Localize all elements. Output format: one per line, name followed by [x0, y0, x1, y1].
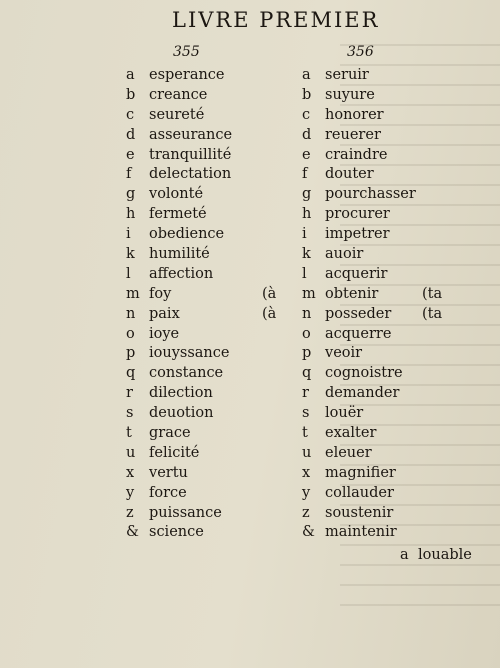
right-entry-word: procurer: [325, 206, 390, 223]
right-entry-letter: a: [302, 67, 311, 83]
left-entry-row: [126, 126, 232, 146]
right-entry-row: [302, 464, 416, 484]
right-entry-row: [302, 305, 443, 325]
right-entry-word: suyure: [325, 86, 375, 103]
page-number-left: 355: [173, 44, 200, 60]
right-entry-row: [302, 205, 416, 225]
right-entry-letter: p: [302, 345, 312, 362]
left-entry-row: [126, 523, 232, 543]
left-entry-row: [126, 484, 232, 504]
left-entry-suffix: (à: [262, 305, 277, 322]
right-entry-word: obtenir: [325, 285, 379, 302]
right-entry-letter: o: [302, 325, 311, 342]
left-entry-letter: &: [126, 524, 139, 541]
right-entry-word: veoir: [325, 345, 363, 362]
left-entry-letter: k: [126, 246, 135, 263]
right-entry-letter: x: [302, 464, 311, 481]
left-entry-row: [126, 225, 232, 245]
right-entry-row: [302, 444, 416, 464]
right-entry-letter: n: [302, 305, 312, 322]
right-entry-suffix: (ta: [422, 305, 443, 322]
catchword-letter: a: [400, 547, 409, 563]
right-entry-row: [302, 86, 416, 106]
left-entry-letter: a: [126, 67, 135, 83]
page-number-right: 356: [347, 44, 374, 60]
right-entry-word: soustenir: [325, 504, 394, 521]
left-entry-row: [126, 404, 232, 424]
left-entry-letter: p: [126, 345, 136, 362]
right-entry-word: acquerre: [325, 325, 392, 342]
left-entry-row: [126, 305, 277, 325]
left-entry-row: [126, 265, 232, 285]
right-entry-row: [302, 165, 416, 185]
left-entry-word: felicité: [149, 444, 200, 461]
right-entry-word: seruir: [325, 67, 369, 83]
right-entry-word: pourchasser: [325, 186, 416, 203]
right-entry-letter: &: [302, 524, 315, 541]
left-entry-row: [126, 285, 277, 305]
left-entry-letter: d: [126, 126, 136, 143]
left-entry-word: deuotion: [149, 405, 214, 422]
right-entry-letter: b: [302, 86, 312, 103]
left-entry-letter: x: [126, 464, 135, 481]
left-entry-row: [126, 444, 232, 464]
right-entry-row: [302, 364, 416, 384]
right-entry-letter: t: [302, 425, 308, 442]
left-entry-letter: q: [126, 365, 136, 382]
right-entry-word: magnifier: [325, 464, 396, 481]
right-entry-row: [302, 146, 416, 166]
right-entry-word: douter: [325, 166, 374, 183]
left-entry-letter: b: [126, 86, 136, 103]
left-entry-row: [126, 205, 232, 225]
left-entry-word: dilection: [149, 385, 213, 402]
right-entry-row: [302, 66, 416, 86]
catchword: [400, 547, 472, 563]
right-entry-letter: f: [302, 166, 308, 183]
left-entry-word: vertu: [149, 464, 188, 481]
right-entry-word: acquerir: [325, 265, 388, 282]
right-entry-row: [302, 523, 416, 543]
left-entry-word: affection: [149, 265, 214, 282]
left-entry-word: puissance: [149, 504, 222, 521]
left-entry-word: science: [149, 524, 204, 541]
left-entry-row: [126, 464, 232, 484]
left-entry-letter: m: [126, 285, 140, 302]
left-entry-row: [126, 86, 232, 106]
right-entry-word: cognoistre: [325, 365, 403, 382]
right-entry-row: [302, 504, 416, 524]
left-entry-word: ioye: [149, 325, 180, 342]
left-entry-letter: c: [126, 106, 135, 123]
right-entry-row: [302, 384, 416, 404]
right-entry-letter: h: [302, 206, 312, 223]
right-entry-row: [302, 285, 443, 305]
right-entry-letter: g: [302, 186, 312, 203]
right-entry-suffix: (ta: [422, 285, 443, 302]
left-entry-word: force: [149, 484, 187, 501]
right-entry-letter: z: [302, 504, 310, 521]
right-entry-letter: y: [302, 484, 311, 501]
left-entry-row: [126, 504, 232, 524]
left-entry-word: foy: [149, 285, 172, 302]
right-entry-row: [302, 325, 416, 345]
left-entry-word: esperance: [149, 67, 225, 83]
left-entry-letter: u: [126, 444, 136, 461]
right-entry-word: posseder: [325, 305, 392, 322]
left-entry-letter: h: [126, 206, 136, 223]
left-entry-row: [126, 344, 232, 364]
left-entry-word: paix: [149, 305, 180, 322]
left-entry-row: [126, 165, 232, 185]
left-entry-letter: n: [126, 305, 136, 322]
right-entry-row: [302, 404, 416, 424]
right-entry-row: [302, 245, 416, 265]
left-entry-letter: s: [126, 405, 134, 422]
right-entry-row: [302, 484, 416, 504]
left-entry-letter: e: [126, 146, 135, 163]
left-entry-letter: f: [126, 166, 132, 183]
right-entry-row: [302, 344, 416, 364]
right-entry-letter: q: [302, 365, 312, 382]
left-entry-letter: r: [126, 385, 133, 402]
left-entry-row: [126, 185, 232, 205]
right-entry-row: [302, 265, 416, 285]
left-entry-letter: t: [126, 425, 132, 442]
catchword-word: louable: [418, 547, 472, 563]
right-entry-word: exalter: [325, 425, 377, 442]
right-entry-word: eleuer: [325, 444, 372, 461]
right-entry-word: maintenir: [325, 524, 397, 541]
right-entry-word: reuerer: [325, 126, 381, 143]
right-entry-word: honorer: [325, 106, 384, 123]
right-entry-word: collauder: [325, 484, 394, 501]
left-entry-row: [126, 384, 232, 404]
right-entry-word: louër: [325, 405, 364, 422]
left-entry-word: obedience: [149, 226, 225, 243]
left-entry-word: asseurance: [149, 126, 233, 143]
left-word-column: [126, 66, 277, 543]
right-entry-word: auoir: [325, 246, 364, 263]
right-entry-word: demander: [325, 385, 400, 402]
left-entry-row: [126, 66, 232, 86]
left-entry-letter: l: [126, 265, 131, 282]
left-entry-letter: g: [126, 186, 136, 203]
right-entry-letter: k: [302, 246, 311, 263]
right-entry-letter: l: [302, 265, 307, 282]
left-entry-word: volonté: [149, 186, 204, 203]
left-entry-row: [126, 245, 232, 265]
right-entry-row: [302, 225, 416, 245]
left-entry-suffix: (à: [262, 285, 277, 302]
left-entry-word: humilité: [149, 246, 210, 263]
right-entry-letter: c: [302, 106, 311, 123]
left-entry-letter: y: [126, 484, 135, 501]
left-entry-letter: i: [126, 226, 131, 243]
left-entry-word: seureté: [149, 106, 205, 123]
left-entry-row: [126, 106, 232, 126]
left-entry-row: [126, 364, 232, 384]
left-entry-letter: z: [126, 504, 134, 521]
right-entry-word: craindre: [325, 146, 388, 163]
right-entry-letter: d: [302, 126, 312, 143]
right-entry-letter: s: [302, 405, 310, 422]
right-entry-letter: m: [302, 285, 316, 302]
right-entry-row: [302, 126, 416, 146]
left-entry-word: creance: [149, 86, 208, 103]
right-entry-letter: r: [302, 385, 309, 402]
right-entry-word: impetrer: [325, 226, 390, 243]
right-entry-letter: i: [302, 226, 307, 243]
left-entry-letter: o: [126, 325, 135, 342]
right-entry-letter: e: [302, 146, 311, 163]
right-entry-row: [302, 185, 416, 205]
running-header: LIVRE PREMIER: [172, 8, 380, 32]
right-word-column: [302, 66, 443, 543]
left-entry-row: [126, 325, 232, 345]
left-entry-word: fermeté: [149, 206, 207, 223]
right-entry-letter: u: [302, 444, 312, 461]
left-entry-row: [126, 424, 232, 444]
left-entry-word: iouyssance: [149, 345, 230, 362]
left-entry-row: [126, 146, 232, 166]
left-entry-word: delectation: [149, 166, 232, 183]
right-entry-row: [302, 424, 416, 444]
left-entry-word: tranquillité: [149, 146, 232, 163]
left-entry-word: grace: [149, 425, 191, 442]
right-entry-row: [302, 106, 416, 126]
left-entry-word: constance: [149, 365, 224, 382]
